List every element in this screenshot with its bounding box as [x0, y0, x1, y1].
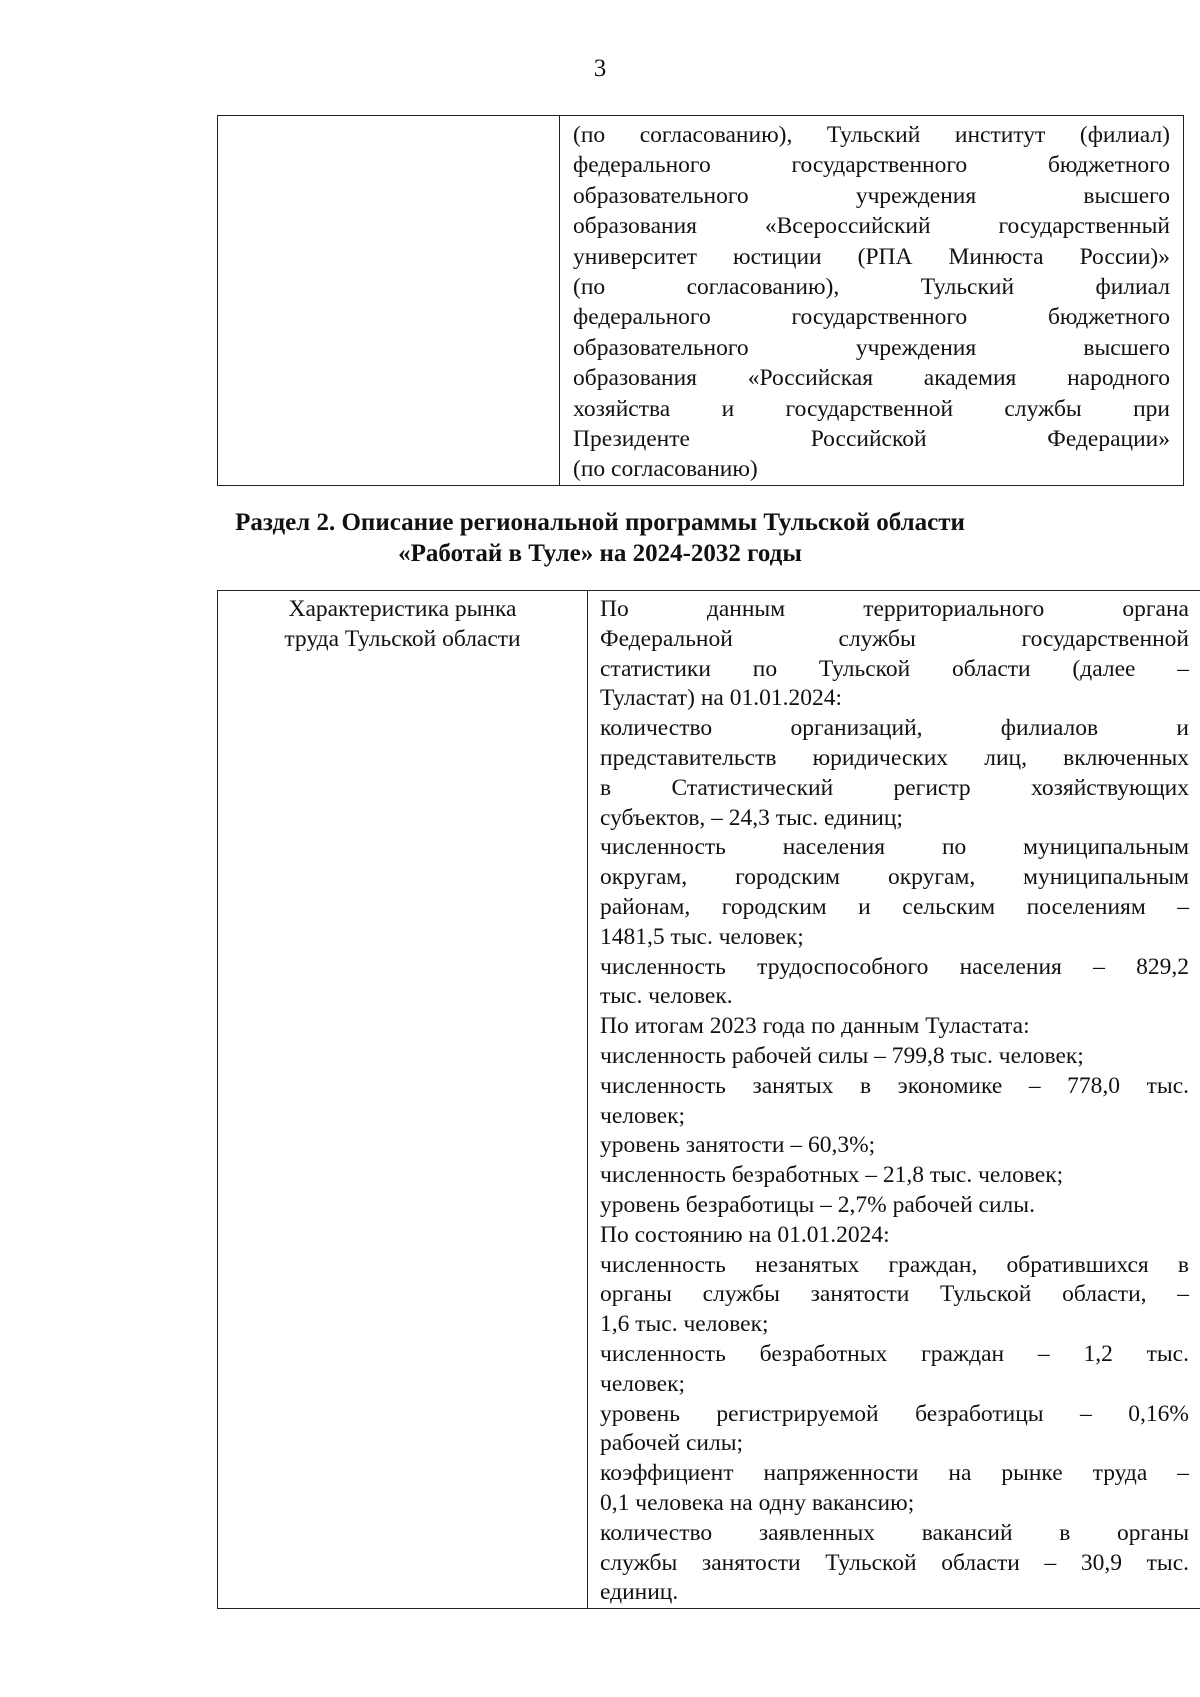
table-row	[218, 116, 1184, 486]
labor-market-text-line: 0,1 человека на одну вакансию;	[600, 1489, 915, 1516]
participants-text-line: хозяйства и государственной службы при	[573, 395, 1170, 422]
labor-market-text-line: численность безработных – 21,8 тыс. человек;	[600, 1162, 1064, 1189]
labor-market-text-line: человек;	[600, 1370, 686, 1397]
labor-market-text-line: численность трудоспособного населения – 829,2	[600, 953, 1189, 980]
labor-market-text-line: численность рабочей силы – 799,8 тыс. человек;	[600, 1042, 1084, 1069]
labor-market-text-line: единиц.	[600, 1579, 679, 1606]
labor-market-text-line: количество организаций, филиалов и	[600, 715, 1189, 742]
labor-market-text-line: По состоянию на 01.01.2024:	[600, 1221, 890, 1248]
empty-left-cell	[218, 116, 560, 486]
participants-text-line: (по согласованию), Тульский филиал	[573, 274, 1170, 301]
row-label-line-2: труда Тульской области	[284, 625, 521, 652]
participants-text-line: образования «Российская академия народного	[573, 365, 1170, 392]
labor-market-text-line: По итогам 2023 года по данным Туластата:	[600, 1013, 1030, 1040]
labor-market-text-line: уровень занятости – 60,3%;	[600, 1132, 876, 1159]
labor-market-text-line: уровень безработицы – 2,7% рабочей силы.	[600, 1191, 1035, 1218]
labor-market-table	[217, 590, 1200, 1609]
row-label-line-1: Характеристика рынка	[288, 596, 517, 622]
continuation-table	[217, 115, 1184, 486]
labor-market-text-line: количество заявленных вакансий в органы	[600, 1519, 1189, 1546]
participants-text-line: университет юстиции (РПА Минюста России)»	[573, 243, 1170, 270]
participants-text-line: образовательного учреждения высшего	[573, 334, 1170, 361]
labor-market-text-line: округам, городским округам, муниципальным	[600, 864, 1189, 891]
table-row	[218, 591, 1200, 1609]
labor-market-description-cell	[588, 591, 1200, 1609]
labor-market-text-line: в Статистический регистр хозяйствующих	[600, 774, 1189, 801]
page-number: 3	[593, 55, 607, 82]
labor-market-text	[600, 595, 1189, 1608]
labor-market-text-line: рабочей силы;	[600, 1430, 744, 1457]
labor-market-text-line: 1,6 тыс. человек;	[600, 1311, 769, 1338]
participants-text-line: федерального государственного бюджетного	[573, 152, 1170, 179]
row-label-cell	[218, 591, 588, 1609]
participants-cell	[560, 116, 1184, 486]
participants-text-line: (по согласованию), Тульский институт (филиал)	[573, 122, 1170, 148]
participants-text	[573, 120, 1170, 485]
labor-market-text-line: коэффициент напряженности на рынке труда –	[600, 1460, 1189, 1487]
labor-market-text-line: численность безработных граждан – 1,2 тыс.	[600, 1340, 1189, 1367]
labor-market-text-line: Федеральной службы государственной	[600, 625, 1189, 652]
labor-market-text-line: численность занятых в экономике – 778,0 тыс.	[600, 1072, 1189, 1099]
labor-market-text-line: районам, городским и сельским поселениям –	[600, 893, 1189, 920]
participants-text-line: образования «Всероссийский государственный	[573, 213, 1170, 240]
labor-market-text-line: Туластат) на 01.01.2024:	[600, 685, 842, 712]
labor-market-text-line: представительств юридических лиц, включенных	[600, 744, 1189, 771]
labor-market-text-line: статистики по Тульской области (далее –	[600, 655, 1189, 682]
participants-text-line: образовательного учреждения высшего	[573, 182, 1170, 209]
labor-market-text-line: численность населения по муниципальным	[600, 834, 1189, 861]
labor-market-text-line: субъектов, – 24,3 тыс. единиц;	[600, 804, 903, 831]
section-title-line-1: Раздел 2. Описание региональной программы Тульской области	[235, 509, 965, 536]
labor-market-text-line: 1481,5 тыс. человек;	[600, 923, 804, 950]
labor-market-text-line: По данным территориального органа	[600, 596, 1189, 622]
labor-market-text-line: органы службы занятости Тульской области, –	[600, 1281, 1189, 1308]
participants-text-line: Президенте Российской Федерации»	[573, 426, 1170, 453]
labor-market-text-line: человек;	[600, 1102, 686, 1129]
participants-text-line: федерального государственного бюджетного	[573, 304, 1170, 331]
labor-market-text-line: службы занятости Тульской области – 30,9 тыс.	[600, 1549, 1189, 1576]
labor-market-text-line: тыс. человек.	[600, 983, 733, 1010]
participants-text-line: (по согласованию)	[573, 456, 758, 483]
labor-market-text-line: уровень регистрируемой безработицы – 0,16%	[600, 1400, 1189, 1427]
section-title	[0, 507, 1200, 569]
section-title-line-2: «Работай в Туле» на 2024-2032 годы	[398, 540, 802, 567]
labor-market-text-line: численность незанятых граждан, обратившихся в	[600, 1251, 1189, 1278]
